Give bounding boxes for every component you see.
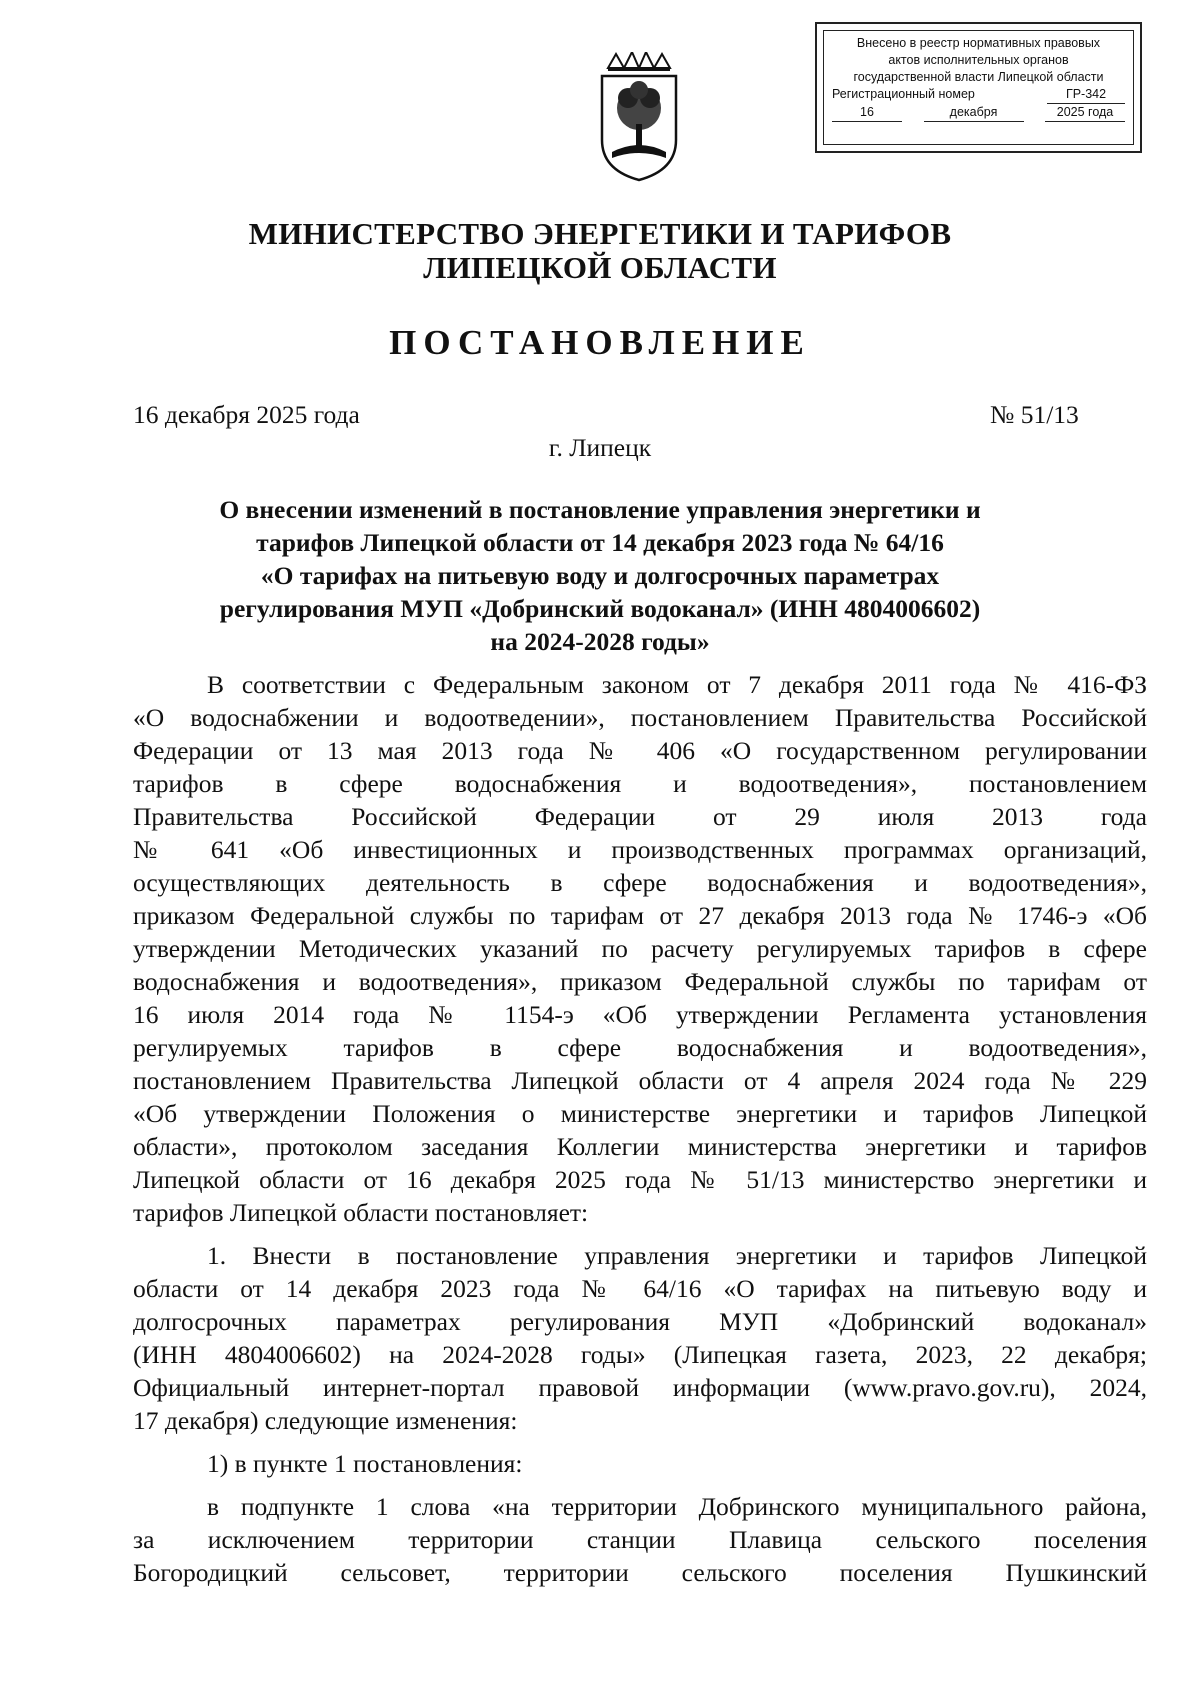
title-line: О внесении изменений в постановление управления энергетики и [219,495,981,524]
document-number: № 51/13 [990,400,1079,429]
preamble-line: Федерации от 13 мая 2013 года № 406 «О государственном регулировании [133,736,1147,765]
stamp-day: 16 [832,104,902,122]
preamble-line: водоснабжения и водоотведения», приказом Федеральной службы по тарифам от [133,967,1147,996]
stamp-line-3: государственной власти Липецкой области [853,70,1104,84]
document-date: 16 декабря 2025 года [133,400,360,429]
coat-of-arms-icon [598,52,680,182]
preamble-line: «О водоснабжении и водоотведении», постановлением Правительства Российской [133,703,1147,732]
preamble-line: Правительства Российской Федерации от 29 июля 2013 года [133,802,1147,831]
title-line: тарифов Липецкой области от 14 декабря 2023 года № 64/16 [256,528,944,557]
stamp-year: 2025 года [1045,104,1125,122]
item1-line: 1. Внести в постановление управления энергетики и тарифов Липецкой [207,1241,1147,1270]
subitem1-line: в подпункте 1 слова «на территории Добринского муниципального района, [207,1492,1147,1521]
preamble-line: «Об утверждении Положения о министерстве энергетики и тарифов Липецкой [133,1099,1147,1128]
stamp-reg-number: ГР-342 [1047,86,1125,104]
document-city: г. Липецк [548,433,652,462]
item1-line: 17 декабря) следующие изменения: [133,1406,518,1435]
stamp-month: декабря [924,104,1024,122]
stamp-line-1: Внесено в реестр нормативных правовых [856,36,1101,50]
item1-line: (ИНН 4804006602) на 2024-2028 годы» (Липецкая газета, 2023, 22 декабря; [133,1340,1147,1369]
subitem1-line: Богородицкий сельсовет, территории сельского поселения Пушкинский [133,1558,1147,1587]
item1-line: Официальный интернет-портал правовой информации (www.pravo.gov.ru), 2024, [133,1373,1147,1402]
preamble-line: приказом Федеральной службы по тарифам от 27 декабря 2013 года № 1746-э «Об [133,901,1147,930]
preamble-line: В соответствии с Федеральным законом от 7 декабря 2011 года № 416-ФЗ [207,670,1147,699]
preamble-line: утверждении Методических указаний по расчету регулируемых тарифов в сфере [133,934,1147,963]
preamble-line: 16 июля 2014 года № 1154-э «Об утверждении Регламента установления [133,1000,1147,1029]
ministry-name-line-1: МИНИСТЕРСТВО ЭНЕРГЕТИКИ И ТАРИФОВ [248,216,952,251]
preamble-line: постановлением Правительства Липецкой области от 4 апреля 2024 года № 229 [133,1066,1147,1095]
document-type: ПОСТАНОВЛЕНИЕ [389,323,811,362]
preamble-line: тарифов Липецкой области постановляет: [133,1198,589,1227]
item1-line: долгосрочных параметрах регулирования МУП «Добринский водоканал» [133,1307,1147,1336]
title-line: регулирования МУП «Добринский водоканал» (ИНН 4804006602) [219,594,981,623]
registration-stamp [815,22,1142,153]
preamble-line: Липецкой области от 16 декабря 2025 года № 51/13 министерство энергетики и [133,1165,1147,1194]
title-line: «О тарифах на питьевую воду и долгосрочных параметрах [260,561,940,590]
preamble-line: тарифов в сфере водоснабжения и водоотведения», постановлением [133,769,1147,798]
item1-line: области от 14 декабря 2023 года № 64/16 «О тарифах на питьевую воду и [133,1274,1147,1303]
title-line: на 2024-2028 годы» [490,627,710,656]
subitem1-heading: 1) в пункте 1 постановления: [207,1449,523,1478]
preamble-line: регулируемых тарифов в сфере водоснабжения и водоотведения», [133,1033,1147,1062]
stamp-reg-row [824,86,1133,104]
stamp-line-2: актов исполнительных органов [888,53,1069,67]
ministry-name-line-2: ЛИПЕЦКОЙ ОБЛАСТИ [423,250,777,285]
preamble-line: № 641 «Об инвестиционных и производственных программах организаций, [133,835,1147,864]
preamble-line: осуществляющих деятельность в сфере водоснабжения и водоотведения», [133,868,1147,897]
stamp-date-row [824,104,1133,122]
stamp-reg-label: Регистрационный номер [832,87,975,101]
registration-stamp-inner [823,30,1134,145]
preamble-line: области», протоколом заседания Коллегии министерства энергетики и тарифов [133,1132,1147,1161]
subitem1-line: за исключением территории станции Плавица сельского поселения [133,1525,1147,1554]
